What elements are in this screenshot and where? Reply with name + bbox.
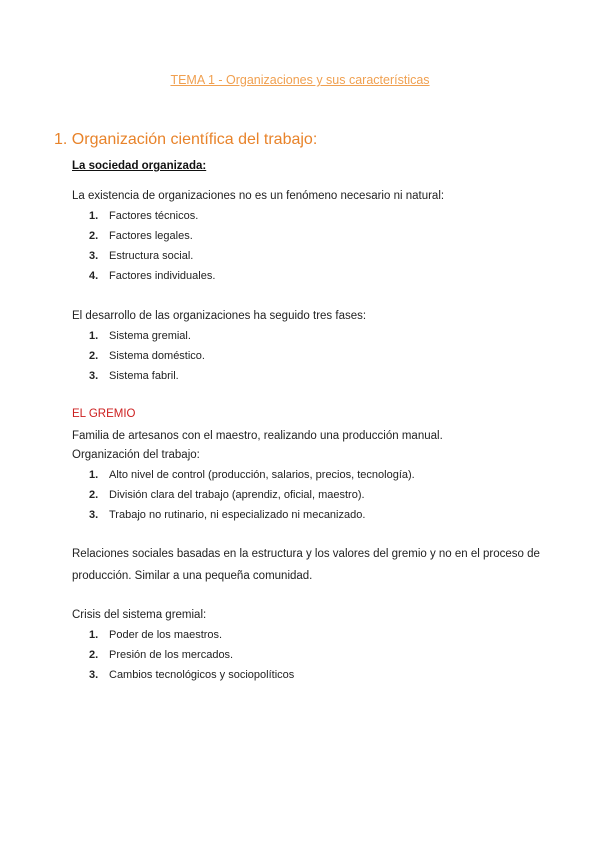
- list-item: 2. División clara del trabajo (aprendiz, oficial, maestro).: [89, 489, 365, 501]
- relaciones-line-2: producción. Similar a una pequeña comunidad.: [72, 570, 313, 582]
- list-item: 3. Sistema fabril.: [89, 370, 179, 382]
- crisis-intro: Crisis del sistema gremial:: [72, 609, 207, 621]
- list-item: 3. Trabajo no rutinario, ni especializado ni mecanizado.: [89, 509, 366, 521]
- section-heading: [54, 131, 317, 149]
- list-item: 1. Alto nivel de control (producción, salarios, precios, tecnología).: [89, 469, 415, 481]
- list-item: 1. Sistema gremial.: [89, 330, 191, 342]
- gremio-organizacion-list: [72, 465, 415, 525]
- list-item: 3. Cambios tecnológicos y sociopolíticos: [89, 669, 295, 681]
- gremio-description: Familia de artesanos con el maestro, realizando una producción manual.: [72, 430, 443, 442]
- factors-list: [72, 206, 215, 286]
- crisis-list: [72, 625, 294, 685]
- gremio-heading: EL GREMIO: [72, 408, 136, 420]
- document-title: TEMA 1 - Organizaciones y sus características: [170, 73, 430, 87]
- block2-intro: El desarrollo de las organizaciones ha seguido tres fases:: [72, 310, 367, 322]
- gremio-organizacion-label: Organización del trabajo:: [72, 449, 200, 461]
- block1-intro: La existencia de organizaciones no es un fenómeno necesario ni natural:: [72, 190, 445, 202]
- list-item: 2. Presión de los mercados.: [89, 649, 234, 661]
- list-item: 2. Factores legales.: [89, 230, 193, 242]
- list-item: 1. Factores técnicos.: [89, 210, 199, 222]
- relaciones-line-1: Relaciones sociales basadas en la estructura y los valores del gremio y no en el proceso de: [72, 548, 540, 560]
- list-item: 2. Sistema doméstico.: [89, 350, 205, 362]
- section-number: 1.: [54, 131, 68, 148]
- list-item: 1. Poder de los maestros.: [89, 629, 223, 641]
- subheading-sociedad-organizada: La sociedad organizada:: [72, 160, 207, 172]
- list-item: 3. Estructura social.: [89, 250, 194, 262]
- phases-list: [72, 326, 205, 386]
- list-item: 4. Factores individuales.: [89, 270, 216, 282]
- section-heading-text: Organización científica del trabajo:: [71, 131, 318, 148]
